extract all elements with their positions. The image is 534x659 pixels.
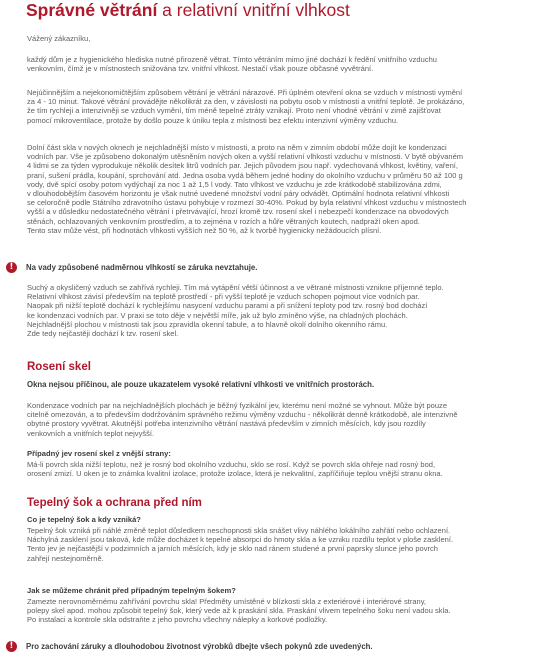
intro-paragraph xyxy=(27,55,525,73)
text-line: Tepelný šok vzniká při náhlé změně teplot důsledkem neschopnosti skla snášet vlivy náhlého lokálního zahřátí nebo ochlazení. xyxy=(27,526,451,535)
exclamation-icon: ! xyxy=(6,641,17,652)
text-line: ke kondenzaci vodních par. V praxi se toto děje v největší míře, jak už bylo zmíněno výše, na chladných plochách. xyxy=(27,310,408,320)
title-strong: Správné větrání xyxy=(26,0,158,20)
exclamation-icon: ! xyxy=(6,262,17,273)
text-line: vodních par. Vše je způsobeno dokonalým utěsněním nových oken a vyšší relativní vlhkostí vzduchu v místnosti. V bytě obývaném xyxy=(27,152,464,162)
section-heading-thermal-shock: Tepelný šok a ochrana před ním xyxy=(27,497,202,509)
text-line: vody, dvě spící osoby potom vydýchají za noc 1 až 1,5 l vody. Tato vlhkost ve vzduchu je zde krátkodobě stabilizována zdmi, xyxy=(27,179,442,189)
humidity-paragraph xyxy=(27,143,525,235)
section-heading-rosení: Rosení skel xyxy=(27,361,91,373)
text-line: v dlouhodobějším časovém horizontu je však nutné uvedené množství vodní páry odvádět. Optimální hodnota relativní vlhkosti xyxy=(27,189,450,199)
cold-surface-paragraph xyxy=(27,283,525,338)
text-line: Dolní část skla v nových oknech je nejchladnější místo v místnosti, a proto na něm v zimním období může dojít ke kondenzaci xyxy=(27,143,447,152)
text-line: za 4 - 10 minut. Takové větrání provádějte několikrát za den, v závislosti na pobytu osob v místnosti a vnitřní teplotě. Je prokázáno, xyxy=(27,97,465,107)
text-line: Tento stav může vést, při hodnotách vlhkosti vyšších než 50 %, až k tvorbě hygienicky nežádoucích plísní. xyxy=(27,225,382,235)
ventilation-paragraph xyxy=(27,88,525,125)
text-line: pomocí mikroventilace, protože by došlo pouze k úniku tepla z místnosti bez efektu intenzivní výměny vzduchu. xyxy=(27,115,399,125)
text-line: Naopak při nižší teplotě dochází k rychlejšímu nasycení vzduchu parami a při snížení teploty pod tzv. rosný bod dochází xyxy=(27,301,428,311)
question: Co je tepelný šok a kdy vzniká? xyxy=(27,515,141,524)
text-line: Relativní vlhkost závisí především na teplotě prostředí - při vyšší teplotě je vzduch schopen pojmout více vodních par. xyxy=(27,292,420,302)
warning-warranty xyxy=(6,641,531,652)
warning-text: Na vady způsobené nadměrnou vlhkostí se záruka nevztahuje. xyxy=(26,263,258,272)
warning-text: Pro zachování záruky a dlouhodobou životnost výrobků dbejte všech pokynů zde uvedených. xyxy=(26,642,373,651)
text-line: venkovním, čímž je v místnostech snižována tzv. vnitřní vlhkost. Nestačí však pouze občasné vyvětrání. xyxy=(27,64,374,74)
text-line: venkovních a vnitřních teplot nejvyšší. xyxy=(27,428,155,438)
text-line: Tento jev je nejčastější v podzimních a jarních měsících, kdy je sklo nad ránem studené a první paprsky slunce jeho povrch xyxy=(27,544,438,554)
subheading: Případný jev rosení skel z vnější strany: xyxy=(27,449,171,458)
text-line: citelně omezován, a to především dodržováním správného režimu výměny vzduchu - několikrát denně krátkodobě, ale intenzivně xyxy=(27,410,458,420)
rosení-paragraph xyxy=(27,401,525,438)
text-line: Náchylná zasklení jsou taková, kde může docházet k tepelné absorpci do hmoty skla a ke vzniku rozdílu teplot v ploše zasklení. xyxy=(27,535,454,545)
text-line: se celoročně podle Státního zdravotního ústavu pohybuje v rozmezí 30-40%. Pokud by byla relativní vlhkost vzduchu v místnostech xyxy=(27,198,467,208)
text-line: orosení zmizí. U oken je to známka kvalitní izolace, protože izolace, která je nekvalitní, zapříčiňuje teplou vnější stranu okna. xyxy=(27,469,443,479)
thermal-shock-block-2 xyxy=(27,586,525,625)
title-rest: a relativní vnitřní vlhkost xyxy=(157,0,350,20)
text-line: Zde tedy nejčastěji dochází k tzv. rosení skel. xyxy=(27,329,179,339)
greeting: Vážený zákazníku, xyxy=(27,34,91,43)
outer-dew-block xyxy=(27,449,525,478)
text-line: každý dům je z hygienického hlediska nutné přirozeně větrat. Tímto větráním mimo jiné dochází k ředění vnitřního vzduchu xyxy=(27,55,437,64)
text-line: Nejchladnější plochou v místnosti tak jsou zpravidla okenní tabule, a to hlavně okolí dolního okenního rámu. xyxy=(27,319,388,329)
text-line: Kondenzace vodních par na nejchladnějších plochách je běžný fyzikální jev, kterému není možné se vyhnout. Může být pouze xyxy=(27,401,448,410)
text-line: polepy skel apod. mohou způsobit tepelný šok, který vede až k praskání skla. Praskání vlivem tepelného šoku není vadou skla. xyxy=(27,606,451,616)
text-line: stěnách, ochlazovaných venkovním prostředím, a to zejména v rozích a hůře větraných koutech, nadpraží oken apod. xyxy=(27,216,420,226)
text-line: Zamezte nerovnoměrnému zahřívání povrchu skla! Předměty umístěné v blízkosti skla z exteriérové i interiérové strany, xyxy=(27,597,427,606)
thermal-shock-block-1 xyxy=(27,515,525,563)
text-line: Nejúčinnějším a nejekonomičtějším způsobem větrání je větrání nárazové. Při úplném otevření okna se vzduch v místnosti vymění xyxy=(27,88,463,97)
text-line: Po instalaci a kontrole skla odstraňte z jeho povrchu všechny nálepky a korkové podložky. xyxy=(27,615,328,625)
text-line: že tím rychleji a intenzivněji se vzduch vymění, tím méně tepelné ztráty vznikají. Proto není vhodné větrání v zimě zajišťovat xyxy=(27,106,441,116)
text-line: praní, sušení prádla, koupání, sprchování atd. Jedna osoba vydá během jedné hodiny do okolního vzduchu v průměru 50 až 100 g xyxy=(27,170,463,180)
text-line: 4 lidmi se za týden vyprodukuje několik desítek litrů vodních par. Jejich původem jsou např. vydechovaná vlhkost, květiny, vaření, xyxy=(27,161,459,171)
page-title xyxy=(26,0,350,21)
section-lead: Okna nejsou příčinou, ale pouze ukazatelem vysoké relativní vlhkosti ve vnitřních prostorách. xyxy=(27,380,375,389)
text-line: zahřejí nestejnoměrně. xyxy=(27,553,104,563)
text-line: Suchý a okysličený vzduch se zahřívá rychleji. Tím má vytápění větší účinnost a ve větrané místnosti vznikne příjemné teplo. xyxy=(27,283,444,292)
text-line: Má-li povrch skla nižší teplotu, než je rosný bod okolního vzduchu, sklo se rosí. Když se povrch skla ohřeje nad rosný bod, xyxy=(27,460,436,469)
text-line: obytné prostory vyvětrat. Akutnější potřeba intenzivního větrání nastává především v zimních měsících, kdy jsou rozdíly xyxy=(27,419,426,429)
greeting-block xyxy=(27,34,525,43)
text-line: vyšší a v důsledku nedostatečného větrání i přetrvávající, hrozí kromě tzv. rosení skel i nebezpečí kondenzace na obvodových xyxy=(27,207,449,217)
warning-humidity xyxy=(6,262,531,273)
question: Jak se můžeme chránit před případným tepelným šokem? xyxy=(27,586,236,595)
